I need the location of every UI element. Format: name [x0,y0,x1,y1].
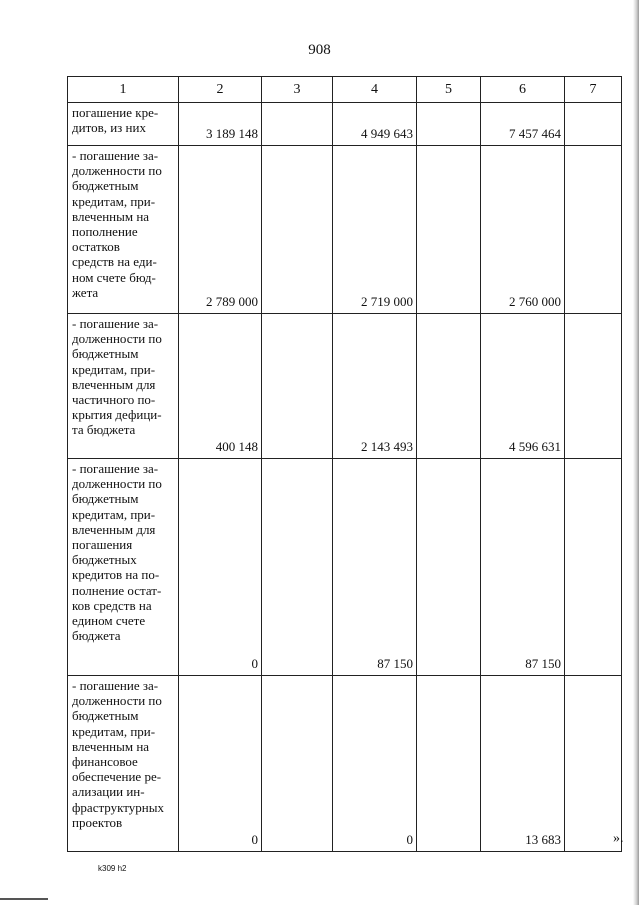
description-line: влеченным для [72,376,156,392]
description-line: кредитов на по- [72,567,160,583]
cell-col-2: 400 148 [179,314,262,459]
row-description [68,103,179,146]
table-row [68,459,622,676]
description-line: бюджета [72,628,121,644]
description-line: бюджетных [72,552,137,568]
table-row [68,314,622,459]
cell-col-5 [417,103,481,146]
description-line: погашение кре- [72,105,159,120]
column-header-4: 4 [333,77,417,103]
description-line: жета [72,284,99,300]
table-row [68,676,622,852]
description-line: кредитам, при- [72,506,156,522]
description-line: влеченным для [72,521,156,537]
description-line: долженности по [72,163,162,179]
row-description [68,459,179,676]
cell-col-4: 2 719 000 [333,146,417,314]
cell-col-4: 87 150 [333,459,417,676]
column-header-3: 3 [262,77,333,103]
description-line: долженности по [72,331,162,347]
description-line: бюджетным [72,491,139,507]
cell-col-2: 2 789 000 [179,146,262,314]
header-row [68,77,622,103]
description-line: долженности по [72,476,162,492]
description-line: фраструктурных [72,799,164,815]
column-header-7: 7 [565,77,622,103]
closing-quote: ». [613,831,624,846]
description-line: проектов [72,814,123,830]
budget-table [67,76,622,852]
cell-col-6: 2 760 000 [481,146,565,314]
cell-col-4: 0 [333,676,417,852]
cell-col-4: 2 143 493 [333,314,417,459]
description-line: обеспечение ре- [72,769,162,785]
cell-col-3 [262,676,333,852]
description-line: бюджетным [72,178,139,194]
column-header-1: 1 [68,77,179,103]
description-line: ном счете бюд- [72,269,156,285]
cell-col-2: 0 [179,459,262,676]
description-line: - погашение за- [72,678,159,693]
cell-col-3 [262,103,333,146]
table-row [68,146,622,314]
page-number: 908 [308,42,331,58]
description-line: пополнение [72,224,138,240]
cell-col-2: 0 [179,676,262,852]
description-line: дитов, из них [72,120,146,136]
scan-mark [0,898,48,900]
description-line: влеченным на [72,738,150,754]
description-line: - погашение за- [72,461,159,476]
description-line: погашения [72,537,133,553]
table-row [68,103,622,146]
description-line: - погашение за- [72,148,159,163]
row-description [68,676,179,852]
description-line: долженности по [72,693,162,709]
cell-col-2: 3 189 148 [179,103,262,146]
row-description [68,314,179,459]
description-line: частичного по- [72,392,156,408]
description-line: кредитам, при- [72,193,156,209]
column-header-5: 5 [417,77,481,103]
footer-code: k309 h2 [98,864,127,873]
description-line: едином счете [72,613,146,629]
description-line: ализации ин- [72,784,145,800]
description-line: финансовое [72,754,138,770]
column-header-6: 6 [481,77,565,103]
description-line: средств на еди- [72,254,157,270]
cell-col-5 [417,314,481,459]
column-header-2: 2 [179,77,262,103]
cell-col-5 [417,146,481,314]
cell-col-6: 4 596 631 [481,314,565,459]
description-line: та бюджета [72,422,136,438]
cell-col-7 [565,146,622,314]
description-line: влеченным на [72,208,150,224]
row-description [68,146,179,314]
cell-col-5 [417,676,481,852]
description-line: крытия дефици- [72,407,162,423]
description-line: кредитам, при- [72,723,156,739]
cell-col-4: 4 949 643 [333,103,417,146]
cell-col-7 [565,676,622,852]
scan-edge-shadow [633,0,639,905]
description-line: - погашение за- [72,316,159,331]
cell-col-7 [565,314,622,459]
description-line: кредитам, при- [72,361,156,377]
description-line: полнение остат- [72,582,162,598]
cell-col-6: 13 683 [481,676,565,852]
cell-col-6: 87 150 [481,459,565,676]
cell-col-5 [417,459,481,676]
description-line: ков средств на [72,597,152,613]
description-line: бюджетным [72,346,139,362]
cell-col-7 [565,103,622,146]
description-line: остатков [72,239,120,255]
cell-col-3 [262,146,333,314]
cell-col-3 [262,459,333,676]
description-line: бюджетным [72,708,139,724]
cell-col-6: 7 457 464 [481,103,565,146]
cell-col-3 [262,314,333,459]
cell-col-7 [565,459,622,676]
